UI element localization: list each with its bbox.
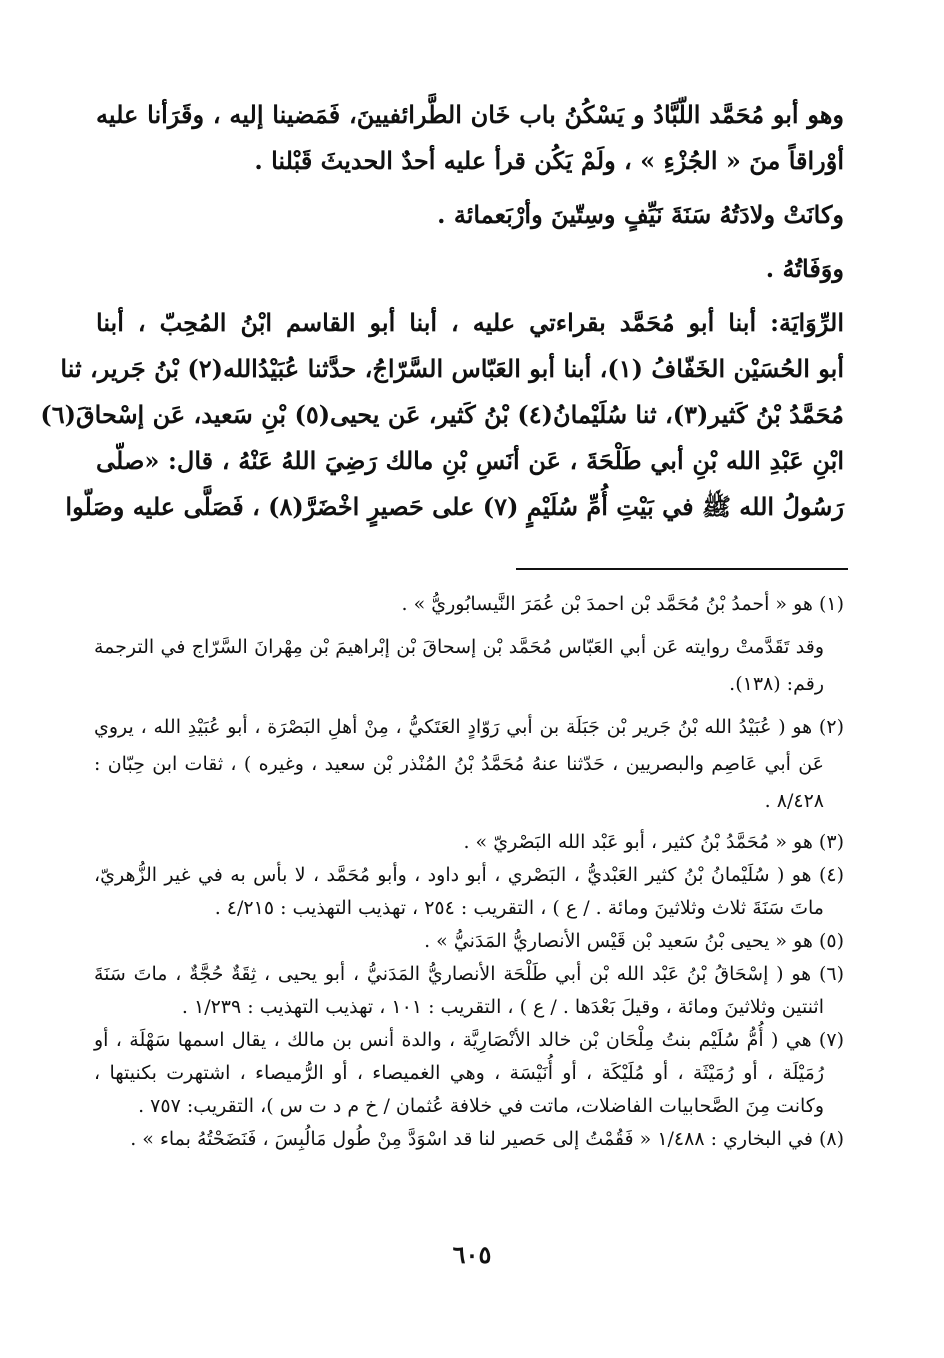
main-line-9: رَسُولُ الله ﷺ في بَيْتِ أُمِّ سُلَيْمٍ (٧) على حَصيرٍ اخْضَرَّ(٨) ، فَصَلَّى عليه وصَلّوا — [65, 492, 844, 521]
main-line-1: وهو أبو مُحَمَّد اللّبَّادُ و يَسْكُنُ باب خَان الطَّرائفيينَ، فَمَضينا إليه ، وقَرَأنا عليه — [96, 100, 845, 129]
footnotes — [94, 586, 844, 1156]
main-line-3: وكانَتْ ولادَتُهُ سَنَةَ نَيِّفٍ وسِتّينَ وأرْبَعمائة . — [437, 200, 844, 229]
main-line-6: أبو الحُسَيْن الخَفّافُ (١)، أبنا أبو العَبّاس السَّرّاجُ، حدَّثنا عُبَيْدُالله(٢) بْنُ جَرير، ثنا — [60, 354, 844, 383]
footnote-6: (٦) هو ( إسْحَاقُ بْنُ عَبْد الله بْن أبي طَلْحَة الأنصاريُّ المَدَنيُّ ، أبو يحيى ، ثِقَةٌ حُجَّةٌ ، ماتَ سَنَةَ — [94, 963, 844, 985]
footnote-7-cont-b: وكانت مِنَ الصَّحابيات الفاضلات، ماتت في خلافة عُثمان / خ م د ت س )، التقريب: ٧٥٧ . — [138, 1095, 824, 1117]
footnote-7-cont-a: رُمَيْلَة ، أو رُمَيْثَة ، أو مُلَيْكَة ، أو أُنَيْسَة ، وهي الغميصاء ، أو الرُّميصاء ، اشتهرت بكنيتها ، — [94, 1062, 824, 1084]
riwaya-label: الرِّوَايَة: — [770, 308, 844, 337]
footnote-1: (١) هو « أحمدُ بْنُ مُحَمَّد بْن احمدَ بْن عُمَرَ النَّيسابُوريُّ » . — [401, 593, 844, 615]
main-line-8: ابْنِ عَبْدِ الله بْنِ أبي طَلْحَةَ ، عَن أنَسِ بْنِ مالك رَضِيَ اللهُ عَنْهُ ، قال: «صلّى — [96, 446, 844, 475]
footnote-2-cont-a: عَن أبي عَاصِم والبصريين ، حَدّثنا عنهُ مُحَمَّدُ بْنُ المُنْذر بْن سعيد ، وغيره ) ، ثقات ابن حِبّان : — [94, 753, 824, 775]
main-line-4: ووَفَاتُهُ . — [765, 254, 844, 283]
page-number: ٦٠٥ — [452, 1240, 492, 1269]
footnote-4-cont: ماتَ سَنَةَ ثلاث وثلاثينَ ومائة . / ع ) ، التقريب : ٢٥٤ ، تهذيب التهذيب : ٤/٢١٥ . — [214, 897, 824, 919]
main-text — [40, 92, 845, 530]
footnote-divider — [516, 568, 848, 570]
footnote-1-cont-b: رقم: (١٣٨). — [729, 673, 824, 695]
main-line-2: أوْراقاً منَ « الجُزْءِ » ، ولَمْ يَكُن قرأ عليه أحدٌ الحديثَ قَبْلنا . — [254, 146, 844, 175]
main-line-5: أبنا أبو مُحَمَّد بقراءتي عليه ، أبنا أبو القاسم ابْنُ المُحِبّ ، أبنا — [96, 308, 757, 337]
footnote-1-cont-a: وقد تَقَدَّمتْ روايته عَن أبي العَبّاس مُحَمَّد بْن إسحاقَ بْن إبْراهيمَ بْن مِهْرانَ السَّرّاج في الترجمة — [94, 636, 824, 658]
main-line-7: مُحَمَّدُ بْنُ كَثير(٣)، ثنا سُلَيْمانُ(٤) بْنُ كَثير، عَن يحيى(٥) بْنِ سَعيد، عَن إسْحاقَ(٦) — [40, 400, 844, 429]
footnote-5: (٥) هو « يحيى بْنُ سَعيد بْن قَيْس الأنصاريُّ المَدَنيُّ » . — [424, 930, 844, 952]
footnote-6-cont: اثنتين وثلاثينَ ومائة ، وقيلَ بَعْدَها . / ع ) ، التقريب : ١٠١ ، تهذيب التهذيب : ١/٢٣٩ . — [181, 996, 824, 1018]
footnote-2: (٢) هو ( عُبَيْدُ الله بْنُ جَرير بْن جَبَلَة بن أبي رَوّادٍ العَتَكيُّ ، مِنْ أهلِ البَصْرَة ، أبو عُبَيْدِ الله ، يروي — [94, 716, 844, 738]
footnote-8: (٨) في البخاري : ١/٤٨٨ « فَقُمْتُ إلى حَصير لنا قد اسْوَدَّ مِنْ طُول مَالُبِسَ ، فَنَضَحْتُهُ بماء » . — [130, 1128, 844, 1150]
footnote-4: (٤) هو ( سُلَيْمانُ بْنُ كثير العَبْديُّ ، البَصْري ، أبو داود ، وأبو مُحَمَّد ، لا بأس به في غير الزُّهريّ، — [94, 864, 844, 886]
footnote-7: (٧) هي ( أُمُّ سُلَيْم بنتُ مِلْحَان بْن خالد الأنْصَارِيَّة ، والدة أنس بن مالك ، يقال اسمها سَهْلَة ، أو — [94, 1029, 844, 1051]
footnote-2-cont-b: ٨/٤٢٨ . — [764, 790, 824, 812]
footnote-3: (٣) هو « مُحَمَّدُ بْنُ كثير ، أبو عَبْد الله البَصْريّ » . — [463, 831, 844, 853]
riwaya-line — [96, 300, 844, 346]
